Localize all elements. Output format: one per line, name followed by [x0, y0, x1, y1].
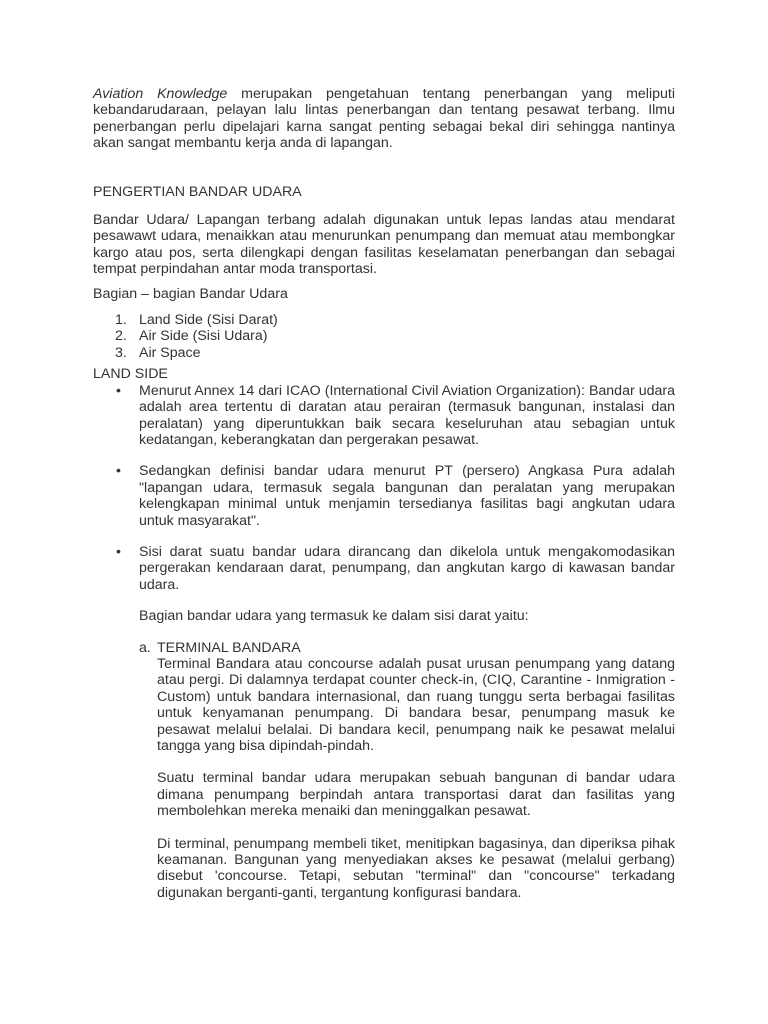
parts-list: [93, 312, 675, 361]
definition-paragraph: Bandar Udara/ Lapangan terbang adalah digunakan untuk lepas landas atau mendarat pesawawt udara, menaikkan atau menurunkan penumpang dan memuat atau membongkar kargo atau pos, serta dilengkapi dengan fasilitas keselamatan penerbangan dan sebagai tempat perpindahan antar moda transportasi.: [93, 212, 675, 278]
sub-item-title: TERMINAL BANDARA: [157, 639, 301, 656]
parts-label: Bagian – bagian Bandar Udara: [93, 285, 288, 302]
land-side-bullets: [93, 383, 675, 593]
bullet-text: Sedangkan definisi bandar udara menurut PT (persero) Angkasa Pura adalah "lapangan udara, termasuk segala bangunan dan peralatan yang merupakan kelengkapan minimal untuk menjamin tersedianya fasilitas bagi angkutan udara untuk masyarakat".: [139, 463, 675, 529]
sub-item-terminal: [93, 640, 675, 656]
intro-italic-term: Aviation Knowledge: [93, 86, 228, 102]
sub-item-letter: a.: [139, 639, 151, 656]
list-item: [93, 328, 675, 344]
bullet-text: Sisi darat suatu bandar udara dirancang dan dikelola untuk mengakomodasikan pergerakan kendaraan darat, penumpang, dan angkutan kargo di kawasan bandar udara.: [139, 543, 675, 593]
list-number: 3.: [115, 344, 127, 361]
bullet-icon: •: [116, 543, 121, 560]
list-item: [93, 345, 675, 361]
section-heading-land-side: LAND SIDE: [93, 366, 168, 383]
bullet-text: Menurut Annex 14 dari ICAO (International Civil Aviation Organization): Bandar udara adalah area tertentu di daratan atau perairan (termasuk bangunan, instalasi dan peralatan) yang diperuntukkan baik secara keseluruhan atau sebagian untuk kedatangan, keberangkatan dan pergerakan pesawat.: [139, 382, 675, 448]
intro-text: merupakan pengetahuan tentang penerbangan yang meliputi kebandarudaraan, pelayan lalu lintas penerbangan dan tentang pesawat terbang. Ilmu penerbangan perlu dipelajari karna sangat penting sebagai bekal diri sehingga nantinya akan sangat membantu kerja anda di lapangan.: [93, 86, 675, 152]
bullet-item: [93, 383, 675, 449]
list-item-label: Air Space: [139, 344, 201, 361]
bullet-item: [93, 544, 675, 593]
section-heading-pengertian: PENGERTIAN BANDAR UDARA: [93, 183, 302, 200]
list-number: 1.: [115, 312, 127, 329]
list-item-label: Air Side (Sisi Udara): [139, 328, 268, 345]
document-page: [93, 86, 675, 901]
intro-paragraph: [93, 86, 675, 152]
bullet-icon: •: [116, 382, 121, 399]
terminal-paragraph-2: Suatu terminal bandar udara merupakan sebuah bangunan di bandar udara dimana penumpang berpindah antara transportasi darat dan fasilitas yang membolehkan mereka menaiki dan meninggalkan pesawat.: [157, 770, 675, 820]
terminal-paragraph-1: Terminal Bandara atau concourse adalah pusat urusan penumpang yang datang atau pergi. Di dalamnya terdapat counter check-in, (CIQ, Carantine - Inmigration - Custom) untuk bandara internasional, dan ruang tunggu serta berbagai fasilitas untuk kenyamanan penumpang. Di bandara besar, penumpang masuk ke pesawat melalui belalai. Di bandara kecil, penumpang naik ke pesawat melalui tangga yang bisa dipindah-pindah.: [157, 655, 675, 754]
bullet-item: [93, 463, 675, 529]
sub-intro: Bagian bandar udara yang termasuk ke dalam sisi darat yaitu:: [139, 608, 529, 625]
list-item-label: Land Side (Sisi Darat): [139, 312, 278, 329]
bullet-icon: •: [116, 463, 121, 480]
terminal-paragraph-3: Di terminal, penumpang membeli tiket, menitipkan bagasinya, dan diperiksa pihak keamanan. Bangunan yang menyediakan akses ke pesawat (melalui gerbang) disebut 'concourse. Tetapi, sebutan "terminal" dan "concourse" terkadang digunakan berganti-ganti, tergantung konfigurasi bandara.: [157, 835, 675, 901]
list-item: [93, 312, 675, 328]
list-number: 2.: [115, 328, 127, 345]
